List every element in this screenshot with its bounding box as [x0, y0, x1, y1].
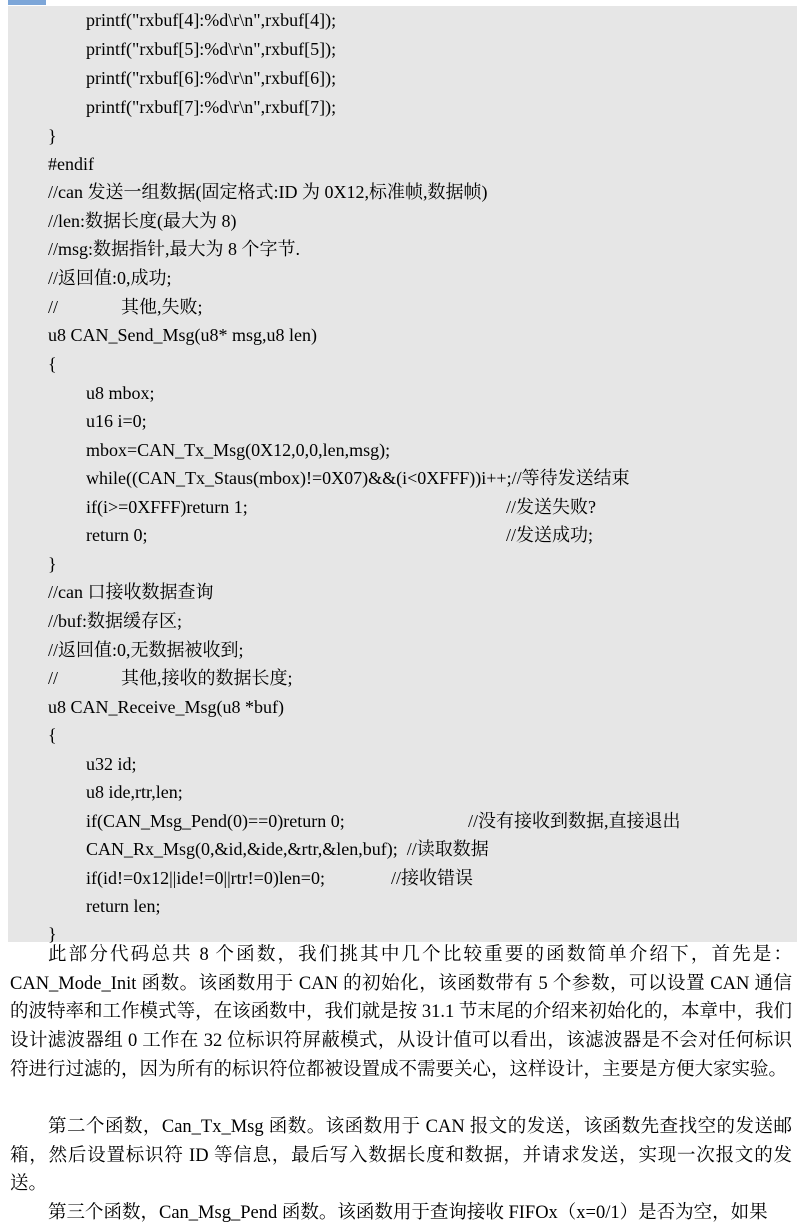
- code-line: u8 ide,rtr,len;: [86, 782, 183, 802]
- code-line: u16 i=0;: [86, 411, 147, 431]
- code-comment-line: // 其他,失败;: [48, 297, 203, 317]
- code-line: if(i>=0XFFF)return 1;: [86, 497, 248, 517]
- code-line: }: [48, 126, 57, 146]
- code-line: }: [48, 924, 57, 944]
- code-line: mbox=CAN_Tx_Msg(0X12,0,0,len,msg);: [86, 440, 391, 460]
- code-inline-comment: //接收错误: [391, 868, 474, 888]
- code-inline-comment: //发送失败?: [506, 497, 596, 517]
- header-accent-bar: [8, 0, 46, 5]
- paragraph-intro: 此部分代码总共 8 个函数，我们挑其中几个比较重要的函数简单介绍下，首先是：CAN_Mode_Init 函数。该函数用于 CAN 的初始化，该函数带有 5 个参数，可以设置 CAN 通信的波特率和工作模式等，在该函数中，我们就是按 31.1 节末尾的介绍来初始化的，本章中，我们设计滤波器组 0 工作在 32 位标识符屏蔽模式，从设计值可以看出，该滤波器是不会对任何标识符进行过滤的，因为所有的标识符位都被设置成不需要关心，这样设计，主要是方便大家实验。: [10, 945, 792, 1080]
- code-comment-line: //buf:数据缓存区;: [48, 611, 182, 631]
- code-line: return len;: [86, 896, 161, 916]
- code-comment-line: //len:数据长度(最大为 8): [48, 211, 237, 231]
- paragraph-msg-pend: 第三个函数，Can_Msg_Pend 函数。该函数用于查询接收 FIFOx（x=0/1）是否为空，如果: [48, 1203, 768, 1223]
- code-line: if(CAN_Msg_Pend(0)==0)return 0;: [86, 811, 345, 831]
- code-line: return 0;: [86, 525, 148, 545]
- code-line: {: [48, 354, 57, 374]
- code-line: u8 mbox;: [86, 383, 155, 403]
- code-comment-line: //can 发送一组数据(固定格式:ID 为 0X12,标准帧,数据帧): [48, 182, 488, 202]
- code-comment-line: // 其他,接收的数据长度;: [48, 668, 293, 688]
- code-line: u32 id;: [86, 754, 137, 774]
- code-comment-line: //msg:数据指针,最大为 8 个字节.: [48, 239, 301, 259]
- code-inline-comment: //没有接收到数据,直接退出: [468, 811, 681, 831]
- function-signature: u8 CAN_Receive_Msg(u8 *buf): [48, 697, 284, 717]
- code-comment-line: //返回值:0,无数据被收到;: [48, 640, 244, 660]
- function-signature: u8 CAN_Send_Msg(u8* msg,u8 len): [48, 325, 317, 345]
- code-comment-line: //返回值:0,成功;: [48, 268, 172, 288]
- code-comment-line: //can 口接收数据查询: [48, 582, 214, 602]
- code-line: printf("rxbuf[5]:%d\r\n",rxbuf[5]);: [86, 39, 337, 59]
- code-line: {: [48, 725, 57, 745]
- code-line: printf("rxbuf[7]:%d\r\n",rxbuf[7]);: [86, 97, 337, 117]
- code-listing: [8, 6, 797, 942]
- code-line: #endif: [48, 154, 94, 174]
- code-line: while((CAN_Tx_Staus(mbox)!=0X07)&&(i<0XFFF))i++;//等待发送结束: [86, 468, 630, 488]
- code-inline-comment: //发送成功;: [506, 525, 594, 545]
- paragraph-tx-msg: 第二个函数，Can_Tx_Msg 函数。该函数用于 CAN 报文的发送，该函数先查找空的发送邮箱，然后设置标识符 ID 等信息，最后写入数据长度和数据，并请求发送，实现一次报文的发送。: [10, 1117, 792, 1195]
- code-line: printf("rxbuf[6]:%d\r\n",rxbuf[6]);: [86, 68, 337, 88]
- code-line: }: [48, 554, 57, 574]
- code-line: CAN_Rx_Msg(0,&id,&ide,&rtr,&len,buf); //读取数据: [86, 839, 489, 859]
- code-line: if(id!=0x12||ide!=0||rtr!=0)len=0;: [86, 868, 325, 888]
- code-line: printf("rxbuf[4]:%d\r\n",rxbuf[4]);: [86, 10, 337, 30]
